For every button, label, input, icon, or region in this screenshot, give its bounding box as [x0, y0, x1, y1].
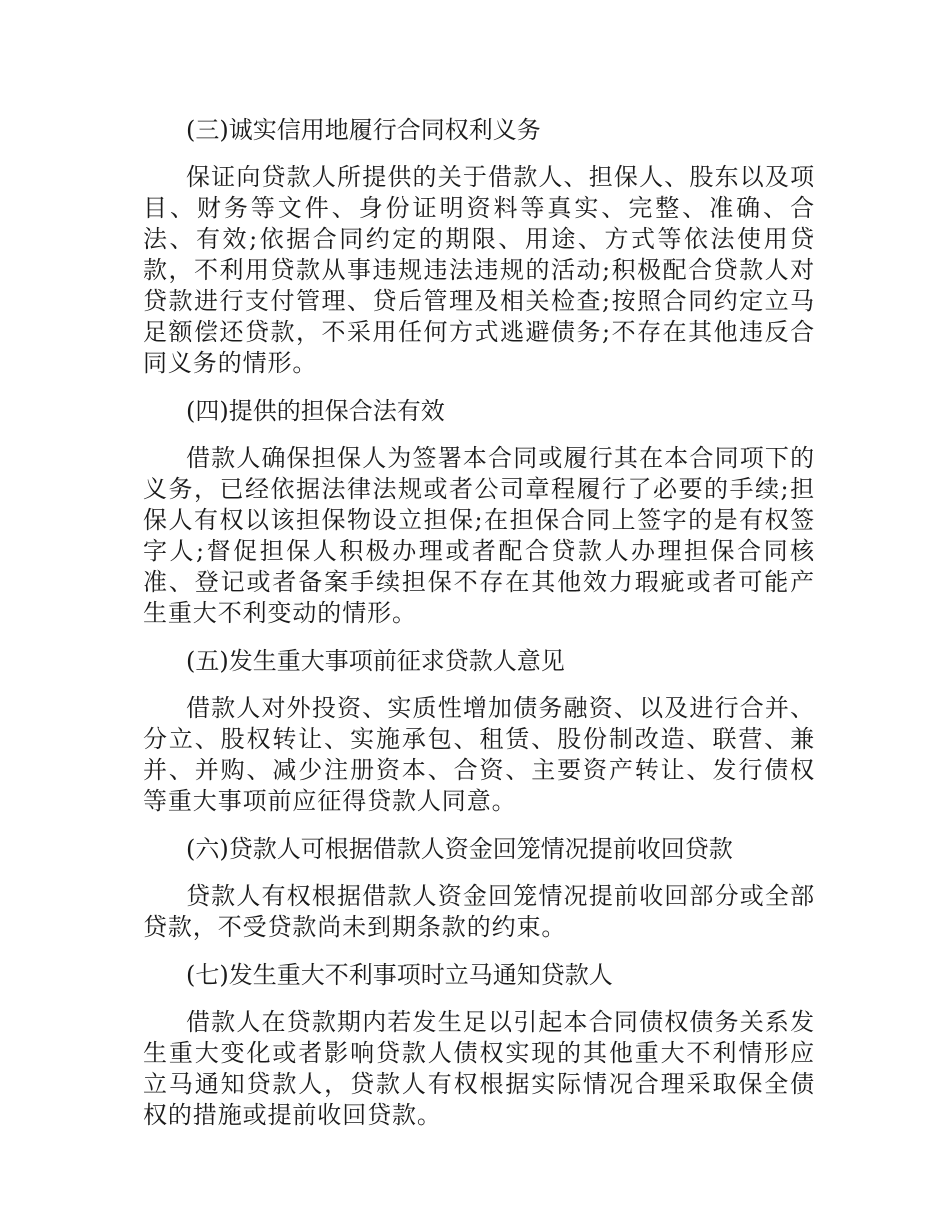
section-heading-7: (七)发生重大不利事项时立马通知贷款人 [186, 961, 613, 989]
section-body-3: 保证向贷款人所提供的关于借款人、担保人、股东以及项目、财务等文件、身份证明资料等真实、完整、准确、合法、有效;依据合同约定的期限、用途、方式等依法使用贷款，不利用贷款从事违规违法违规的活动;积极配合贷款人对贷款进行支付管理、贷后管理及相关检查;按照合同约定立马足额偿还贷款，不采用任何方式逃避债务;不存在其他违反合同义务的情形。 [143, 163, 815, 377]
section-heading-6: (六)贷款人可根据借款人资金回笼情况提前收回贷款 [186, 835, 733, 863]
section-heading-3: (三)诚实信用地履行合同权利义务 [186, 116, 541, 144]
section-heading-5: (五)发生重大事项前征求贷款人意见 [186, 647, 565, 675]
section-body-6: 贷款人有权根据借款人资金回笼情况提前收回部分或全部贷款，不受贷款尚未到期条款的约束。 [143, 882, 815, 941]
document-page [143, 110, 815, 1143]
section-body-7: 借款人在贷款期内若发生足以引起本合同债权债务关系发生重大变化或者影响贷款人债权实现的其他重大不利情形应立马通知贷款人，贷款人有权根据实际情况合理采取保全债权的措施或提前收回贷款。 [143, 1008, 815, 1129]
section-heading-4: (四)提供的担保合法有效 [186, 397, 445, 425]
section-body-4: 借款人确保担保人为签署本合同或履行其在本合同项下的义务，已经依据法律法规或者公司章程履行了必要的手续;担保人有权以该担保物设立担保;在担保合同上签字的是有权签字人;督促担保人积极办理或者配合贷款人办理担保合同核准、登记或者备案手续担保不存在其他效力瑕疵或者可能产生重大不利变动的情形。 [143, 444, 815, 627]
section-body-5: 借款人对外投资、实质性增加债务融资、以及进行合并、分立、股权转让、实施承包、租赁、股份制改造、联营、兼并、并购、减少注册资本、合资、主要资产转让、发行债权等重大事项前应征得贷款人同意。 [143, 694, 815, 815]
